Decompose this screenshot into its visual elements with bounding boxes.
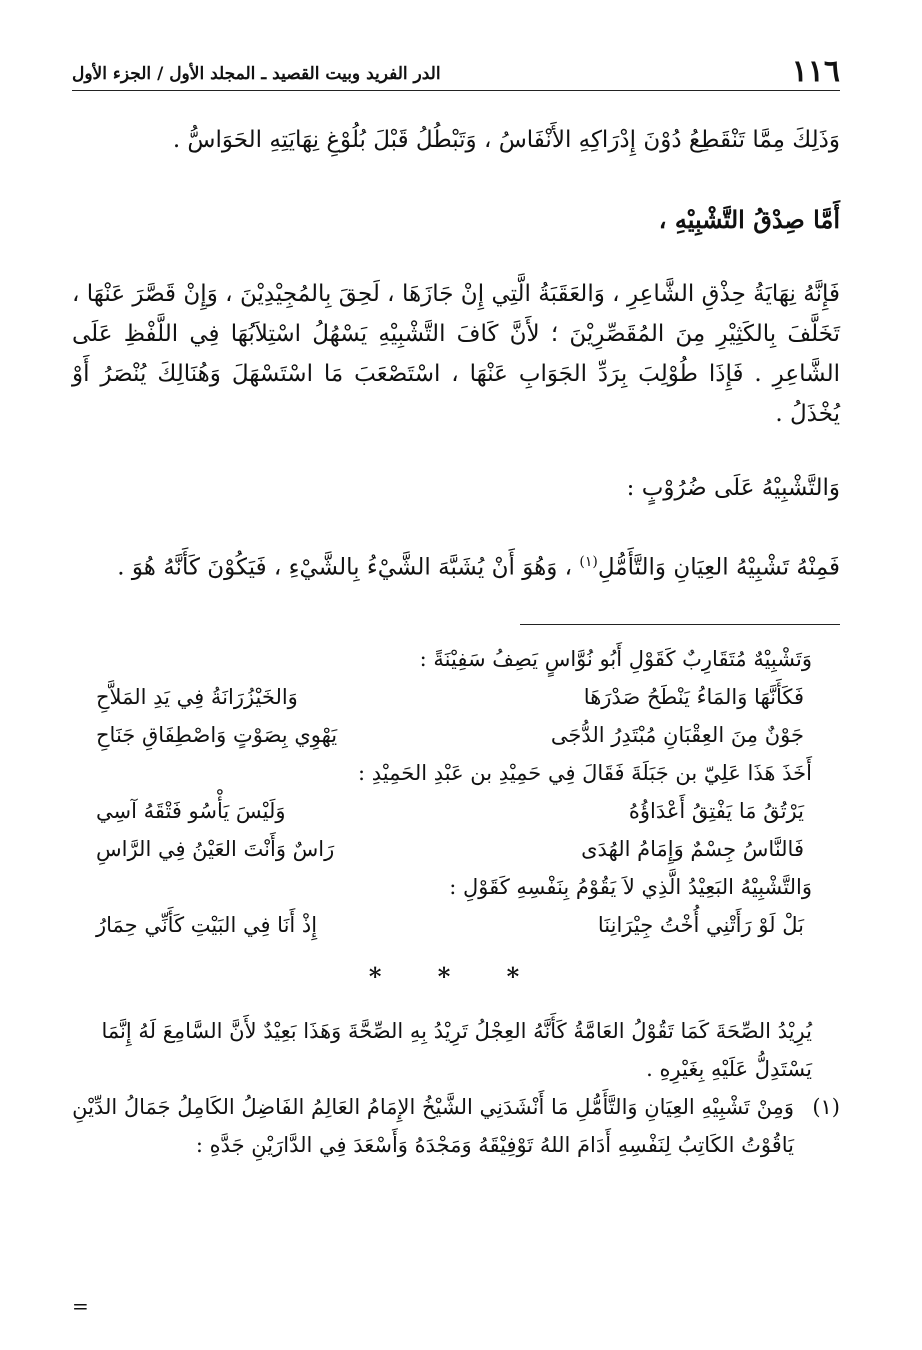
verse-4 (72, 830, 840, 868)
footnote-number: (١) (812, 1095, 840, 1119)
verse-1-hemistich-2: وَالخَيْزُرَانَةُ فِي يَدِ المَلاَّحِ (96, 685, 298, 709)
note-line-1: وَتَشْبِيْهٌ مُتَقَارِبٌ كَقَوْلِ أَبُو نُوَّاسٍ يَصِفُ سَفِيْنَةً : (419, 647, 812, 671)
footnote-1 (72, 1088, 840, 1164)
footnote-text: وَمِنْ تَشْبِيْهِ العِيَانِ وَالتَّأَمُّلِ مَا أَنْشَدَنِي الشَّيْخُ الإِمَامُ العَالِمُ الفَاضِلُ الكَامِلُ جَمَالُ الدِّيْنِ يَاقُوْتُ الكَاتِبُ لِنَفْسِهِ أَدَامَ اللهُ تَوْفِيْقَهُ وَمَجْدَهُ وَأَسْعَدَ فِي الدَّارَيْنِ جَدَّهِ : (72, 1095, 794, 1157)
page-header (72, 54, 840, 94)
verse-2 (72, 716, 840, 754)
page-number: ١١٦ (791, 54, 840, 89)
paragraph-4-start: فَمِنْهُ تَشْبِيْهُ العِيَانِ وَالتَّأَمُّلِ (597, 554, 840, 581)
paragraph-1: وَذَلِكَ مِمَّا تَنْقَطِعُ دُوْنَ إِدْرَاكِهِ الأَنْفَاسُ ، وَتَبْطُلُ قَبْلَ بُلُوْغِ نِهَايَتِهِ الحَوَاسُّ . (172, 127, 840, 153)
main-text (72, 120, 840, 588)
note-line-2: أَخَذَ هَذَا عَلِيّ بن جَبَلَةَ فَقَالَ فِي حَمِيْدِ بن عَبْدِ الحَمِيْدِ : (358, 761, 812, 785)
footnote-continuation-mark: = (72, 1294, 89, 1318)
verse-3-hemistich-1: يَرْتُقُ مَا يَفْتِقُ أَعْدَاؤُهُ (628, 799, 804, 823)
paragraph-4 (72, 542, 840, 588)
paragraph-4-end: ، وَهُوَ أَنْ يُشَبَّهَ الشَّيْءُ بِالشَّيْءِ ، فَيَكُوْنَ كَأَنَّهُ هُوَ . (117, 554, 580, 581)
footnote-rule (520, 624, 840, 625)
verse-2-hemistich-1: جَوْنٌ مِنَ العِقْبَانِ مُبْتَدِرُ الدُّجَى (550, 723, 804, 747)
verse-5 (72, 906, 840, 944)
verse-5-hemistich-1: بَلْ لَوْ رَأَتْنِي أُخْتُ جِيْرَانِنَا (597, 913, 804, 937)
verse-2-hemistich-2: يَهْوِي بِصَوْتٍ وَاصْطِفَاقِ جَنَاحِ (96, 723, 338, 747)
paragraph-3: وَالتَّشْبِيْهُ عَلَى ضُرُوْبٍ : (626, 475, 840, 501)
section-heading: أَمَّا صِدْقُ التَّشْبِيْهِ ، (658, 205, 840, 234)
note-line-3: وَالتَّشْبِيْهُ البَعِيْدُ الَّذِي لاَ يَقُوْمُ بِنَفْسِهِ كَقَوْلِ : (449, 875, 812, 899)
verse-3-hemistich-2: وَلَيْسَ يَأْسُو فَتْقَهُ آسِي (96, 799, 286, 823)
footnote-reference[interactable]: (١) (579, 554, 598, 570)
verse-1-hemistich-1: فَكَأَنَّهَا وَالمَاءُ يَنْطَحُ صَدْرَهَا (583, 685, 804, 709)
paragraph-2: فَإِنَّهُ نِهَايَةُ حِذْقِ الشَّاعِرِ ، وَالعَقَبَةُ الَّتِي إِنْ جَازَهَا ، لَحِقَ بِالمُجِيْدِيْنَ ، وَإِنْ قَصَّرَ عَنْهَا ، تَخَلَّفَ بِالكَثِيْرِ مِنَ المُقَصِّرِيْنَ ؛ لأَنَّ كَافَ التَّشْبِيْهِ يَسْهُلُ اسْتِلاَبُهَا فِي اللَّفْظِ عَلَى الشَّاعِرِ . فَإِذَا طُوْلِبَ بِرَدِّ الجَوَابِ عَنْهَا ، اسْتَصْعَبَ مَا اسْتَسْهَلَ وَهُنَالِكَ يُنْصَرُ أَوْ يُخْذَلُ . (72, 281, 840, 427)
footnotes (72, 640, 840, 1164)
verse-5-hemistich-2: إِذْ أَنَا فِي البَيْتِ كَأَنِّي حِمَارُ (96, 913, 318, 937)
running-title: الدر الفريد وبيت القصيد ـ المجلد الأول / الجزء الأول (72, 64, 441, 84)
section-separator-stars: * * * (368, 962, 544, 991)
verse-1 (72, 678, 840, 716)
header-rule (72, 90, 840, 91)
verse-3 (72, 792, 840, 830)
verse-4-hemistich-1: فَالنَّاسُ جِسْمٌ وَإِمَامُ الهُدَى (581, 837, 804, 861)
verse-4-hemistich-2: رَاسٌ وَأَنْتَ العَيْنُ فِي الرَّاسِ (96, 837, 335, 861)
note-line-4: يُرِيْدُ الصِّحَةَ كَمَا تَقُوْلُ العَامَّةُ كَأَنَّهُ العِجْلُ تَرِيْدُ بِهِ الصِّحَّةَ وَهَذَا بَعِيْدٌ لأَنَّ السَّامِعَ لَهُ إِنَّمَا يَسْتَدِلُّ عَلَيْهِ بِغَيْرِهِ . (101, 1019, 812, 1081)
